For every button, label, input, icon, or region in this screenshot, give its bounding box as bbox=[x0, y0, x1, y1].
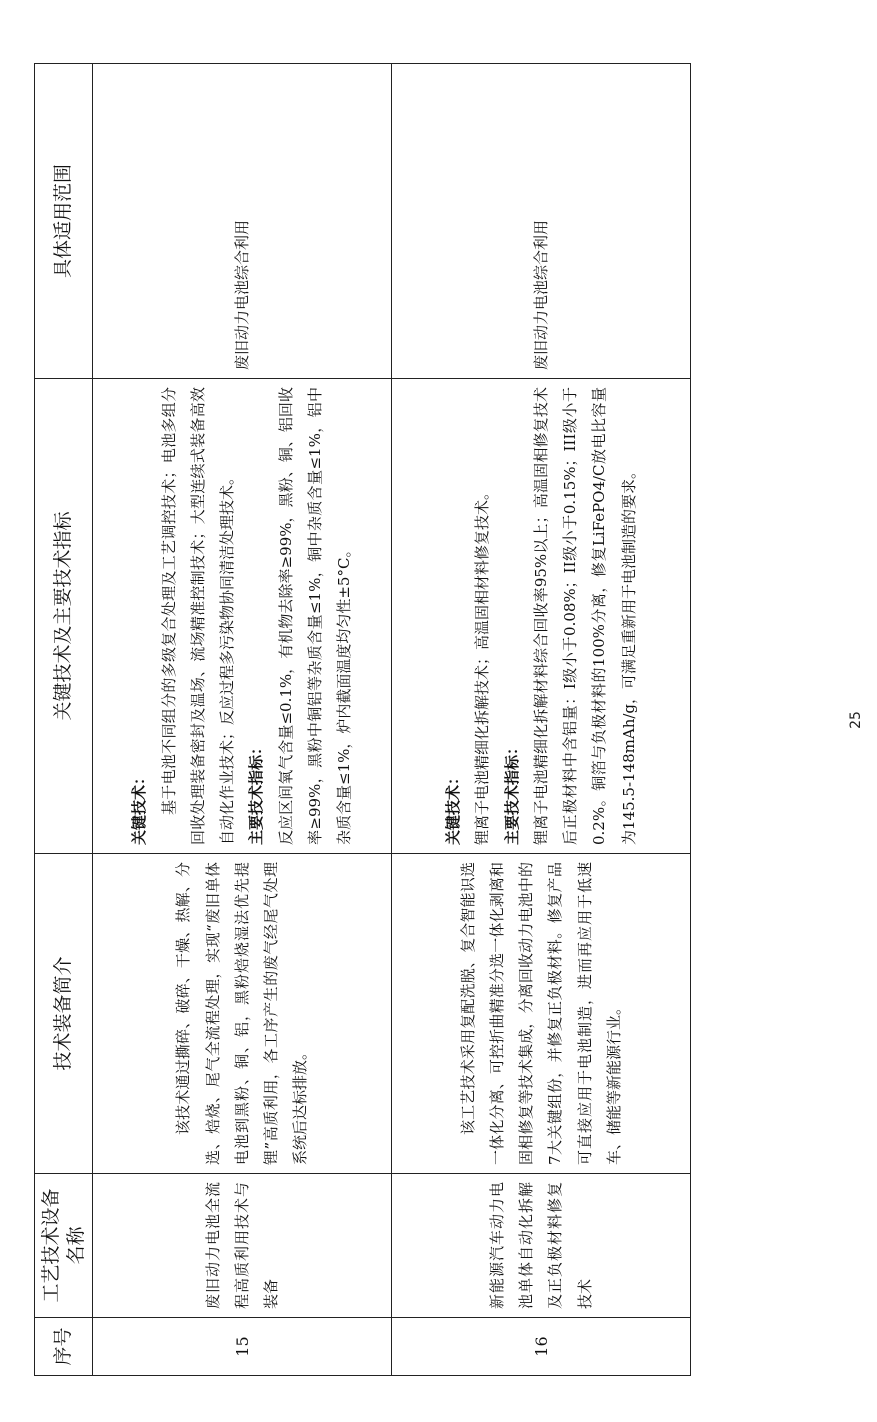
header-seq: 序号 bbox=[35, 1318, 93, 1376]
tech-index-title: 主要技术指标： bbox=[502, 739, 521, 845]
row-intro: 该工艺技术采用复配洗脱、复合智能识选一体化分离、可控折曲精准分选一体化剥离和固相修复等技术集成，分离回收动力电池中的7大关键组份，并修复正负极材料。修复产品可直接应用于电池制造，进而再应用于低速车、储能等新能源行业。 bbox=[392, 854, 691, 1174]
key-tech-text: 基于电池不同组分的多级复合处理及工艺调控技术；电池多组分回收处理装备密封及温场、流场精准控制技术；大型连续式装备高效自动化作业技术；反应过程多污染物协同清洁处理技术。 bbox=[159, 387, 237, 845]
table-row bbox=[392, 64, 691, 1376]
key-tech-text: 锂离子电池精细化拆解技术；高温固相材料修复技术。 bbox=[473, 484, 492, 845]
header-name: 工艺技术设备名称 bbox=[35, 1174, 93, 1318]
row-name: 废旧动力电池全流程高质利用技术与装备 bbox=[93, 1174, 392, 1318]
row-key-tech bbox=[392, 379, 691, 854]
header-scope: 具体适用范围 bbox=[35, 64, 93, 379]
header-key-tech: 关键技术及主要技术指标 bbox=[35, 379, 93, 854]
header-intro: 技术装备简介 bbox=[35, 854, 93, 1174]
table-row bbox=[93, 64, 392, 1376]
table-header-row bbox=[35, 64, 93, 1376]
key-tech-title: 关键技术： bbox=[130, 769, 149, 845]
row-scope: 废旧动力电池综合利用 bbox=[392, 64, 691, 379]
technology-table bbox=[34, 63, 691, 1376]
tech-index-text: 锂离子电池精细化拆解材料综合回收率95%以上；高温固相修复技术后正极材料中含铝量：I级小于0.08%；II级小于0.15%；III级小于0.2%。铜箔与负极材料的100%分离，修复LiFePO4/C放电比容量为145.5-148mAh/g，可满足重新用于电池制造的要求。 bbox=[531, 387, 638, 845]
row-seq: 16 bbox=[392, 1318, 691, 1376]
row-seq: 15 bbox=[93, 1318, 392, 1376]
row-name: 新能源汽车动力电池单体自动化拆解及正负极材料修复技术 bbox=[392, 1174, 691, 1318]
row-intro: 该技术通过撕碎、破碎、干燥、热解、分选、焙烧、尾气全流程处理，实现“废旧单体电池到黑粉、铜、铝，黑粉焙烧湿法优先提锂”高质利用，各工序产生的废气经尾气处理系统后达标排放。 bbox=[93, 854, 392, 1174]
row-key-tech bbox=[93, 379, 392, 854]
rotated-table-container bbox=[34, 64, 690, 1376]
tech-index-title: 主要技术指标： bbox=[247, 739, 266, 845]
key-tech-title: 关键技术： bbox=[444, 769, 462, 845]
row-scope: 废旧动力电池综合利用 bbox=[93, 64, 392, 379]
page-number: 25 bbox=[848, 711, 864, 729]
tech-index-text: 反应区间氧气含量≤0.1%，有机物去除率≥99%，黑粉、铜、铝回收率≥99%，黑粉中铜铝等杂质含量≤1%，铜中杂质含量≤1%，铝中杂质含量≤1%，炉内截面温度均匀性±5°C。 bbox=[276, 387, 354, 845]
